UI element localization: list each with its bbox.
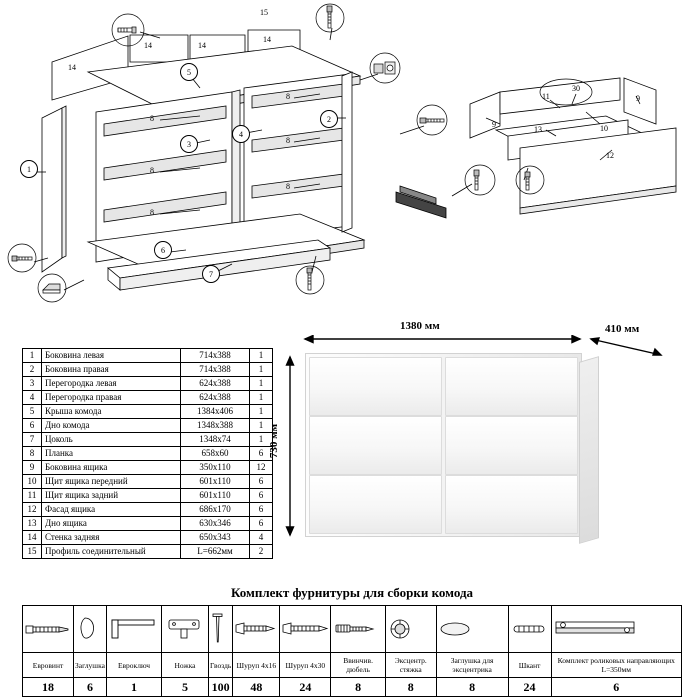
part-name: Профиль соединительный (42, 545, 181, 559)
kit-item-name: Эксцентр. стяжка (385, 653, 436, 678)
part-no: 14 (23, 531, 42, 545)
part-size: 1384х406 (181, 405, 250, 419)
table-row (23, 447, 273, 461)
callout-30: 30 (572, 84, 580, 93)
part-size: 658х60 (181, 447, 250, 461)
table-row (23, 475, 273, 489)
table-row (23, 405, 273, 419)
callout-8-c: 8 (150, 208, 154, 217)
depth-dimension-label: 410 мм (605, 323, 640, 335)
cam-lock-icon (387, 616, 435, 642)
part-no: 7 (23, 433, 42, 447)
part-no: 10 (23, 475, 42, 489)
part-no: 3 (23, 377, 42, 391)
callout-12: 12 (606, 151, 614, 160)
part-no: 5 (23, 405, 42, 419)
callout-14-b: 14 (144, 41, 152, 50)
kit-icon-cell (233, 606, 280, 653)
kit-item-count: 18 (23, 678, 74, 697)
callout-4: 4 (232, 125, 250, 143)
part-name: Боковина правая (42, 363, 181, 377)
table-row (23, 545, 273, 559)
screw-4x30-icon (281, 619, 329, 639)
kit-item-name: Евроключ (107, 653, 162, 678)
part-no: 9 (23, 461, 42, 475)
table-row (23, 503, 273, 517)
kit-item-count: 1 (107, 678, 162, 697)
table-row (23, 531, 273, 545)
part-no: 12 (23, 503, 42, 517)
kit-item-name: Евровинт (23, 653, 74, 678)
parts-table (22, 348, 273, 559)
kit-icon-cell (107, 606, 162, 653)
callout-3: 3 (180, 135, 198, 153)
kit-icon-cell (331, 606, 385, 653)
parts-table-body (23, 349, 273, 559)
table-row (23, 363, 273, 377)
kit-item-name: Шуруп 4х30 (280, 653, 331, 678)
part-size: 601х110 (181, 475, 250, 489)
hardware-kit-table (22, 605, 682, 697)
drawer-front (309, 357, 442, 416)
exploded-view-svg (0, 0, 700, 320)
drawer-front (309, 416, 442, 475)
callout-1: 1 (20, 160, 38, 178)
kit-item-count: 5 (162, 678, 209, 697)
part-qty: 1 (250, 377, 273, 391)
part-size: 714х388 (181, 363, 250, 377)
part-size: L=662мм (181, 545, 250, 559)
callout-13: 13 (534, 125, 542, 134)
kit-icon-cell (209, 606, 233, 653)
kit-names-row (23, 653, 682, 678)
part-name: Стенка задняя (42, 531, 181, 545)
drawer-front (309, 475, 442, 534)
part-qty: 6 (250, 503, 273, 517)
callout-8-f: 8 (286, 182, 290, 191)
kit-item-name: Заглушка для эксцентрика (436, 653, 508, 678)
part-qty: 6 (250, 489, 273, 503)
part-name: Перегородка левая (42, 377, 181, 391)
part-name: Щит ящика задний (42, 489, 181, 503)
part-qty: 6 (250, 475, 273, 489)
part-qty: 1 (250, 349, 273, 363)
allen-key-icon (108, 616, 160, 642)
part-name: Дно ящика (42, 517, 181, 531)
part-no: 1 (23, 349, 42, 363)
part-name: Дно комода (42, 419, 181, 433)
part-size: 350х110 (181, 461, 250, 475)
kit-item-count: 100 (209, 678, 233, 697)
part-name: Боковина ящика (42, 461, 181, 475)
part-size: 624х388 (181, 391, 250, 405)
table-row (23, 461, 273, 475)
callout-14-d: 14 (263, 35, 271, 44)
furniture-leg-icon (163, 616, 207, 642)
part-no: 8 (23, 447, 42, 461)
table-row (23, 349, 273, 363)
part-qty: 12 (250, 461, 273, 475)
table-row (23, 377, 273, 391)
euro-screw-icon (24, 619, 72, 639)
part-name: Боковина левая (42, 349, 181, 363)
kit-item-count: 8 (331, 678, 385, 697)
part-qty: 1 (250, 391, 273, 405)
part-size: 650х343 (181, 531, 250, 545)
kit-icon-cell (436, 606, 508, 653)
part-no: 6 (23, 419, 42, 433)
callout-5: 5 (180, 63, 198, 81)
part-qty: 1 (250, 419, 273, 433)
part-name: Перегородка правая (42, 391, 181, 405)
kit-icon-cell (385, 606, 436, 653)
part-no: 11 (23, 489, 42, 503)
height-dimension-label: 730 мм (268, 423, 281, 459)
drawer-front (445, 416, 578, 475)
kit-item-count: 6 (551, 678, 681, 697)
part-name: Крыша комода (42, 405, 181, 419)
dresser-side-panel (579, 356, 599, 544)
kit-icon-cell (551, 606, 681, 653)
drawer-front (445, 475, 578, 534)
kit-item-name: Ввинчив. дюбель (331, 653, 385, 678)
part-size: 1348х388 (181, 419, 250, 433)
part-size: 686х170 (181, 503, 250, 517)
part-qty: 2 (250, 545, 273, 559)
hardware-kit-section (22, 585, 682, 697)
part-size: 714х388 (181, 349, 250, 363)
part-qty: 4 (250, 531, 273, 545)
table-row (23, 391, 273, 405)
exploded-view-diagram (0, 0, 700, 320)
kit-title: Комплект фурнитуры для сборки комода (230, 585, 474, 600)
callout-11: 11 (542, 92, 550, 101)
callout-9-b: 9 (636, 94, 640, 103)
kit-item-count: 8 (385, 678, 436, 697)
dresser-photo-with-dimensions (268, 320, 680, 550)
part-size: 624х388 (181, 377, 250, 391)
dowel-screw-icon (332, 619, 383, 639)
callout-14-a: 14 (68, 63, 76, 72)
cap-plug-icon (75, 616, 105, 642)
kit-item-count: 24 (508, 678, 551, 697)
drawer-front (445, 357, 578, 416)
table-row (23, 517, 273, 531)
kit-icon-cell (74, 606, 107, 653)
part-qty: 1 (250, 405, 273, 419)
callout-6: 6 (154, 241, 172, 259)
part-name: Цоколь (42, 433, 181, 447)
kit-item-name: Комплект роликовых направляющих L=350мм (551, 653, 681, 678)
callout-8-b: 8 (150, 166, 154, 175)
kit-counts-row (23, 678, 682, 697)
kit-icon-cell (280, 606, 331, 653)
kit-item-count: 24 (280, 678, 331, 697)
wooden-dowel-icon (510, 620, 550, 638)
callout-9-a: 9 (492, 120, 496, 129)
part-qty: 1 (250, 433, 273, 447)
callout-15: 15 (260, 8, 268, 17)
kit-icon-cell (162, 606, 209, 653)
drawer-slide-icon (553, 616, 680, 642)
kit-icon-cell (508, 606, 551, 653)
callout-8-a: 8 (150, 114, 154, 123)
kit-icons-row (23, 606, 682, 653)
part-size: 630х346 (181, 517, 250, 531)
kit-item-name: Шуруп 4х16 (233, 653, 280, 678)
cam-cover-icon (438, 619, 507, 639)
screw-4x16-icon (234, 619, 278, 639)
part-qty: 1 (250, 363, 273, 377)
part-size: 601х110 (181, 489, 250, 503)
kit-item-name: Шкант (508, 653, 551, 678)
callout-10: 10 (600, 124, 608, 133)
kit-item-name: Заглушка (74, 653, 107, 678)
part-name: Щит ящика передний (42, 475, 181, 489)
callout-2: 2 (320, 110, 338, 128)
table-row (23, 489, 273, 503)
part-name: Фасад ящика (42, 503, 181, 517)
part-qty: 6 (250, 517, 273, 531)
kit-item-count: 48 (233, 678, 280, 697)
kit-item-count: 6 (74, 678, 107, 697)
callout-7: 7 (202, 265, 220, 283)
part-name: Планка (42, 447, 181, 461)
part-no: 15 (23, 545, 42, 559)
nail-icon (210, 612, 231, 646)
callout-8-d: 8 (286, 92, 290, 101)
part-no: 4 (23, 391, 42, 405)
kit-icon-cell (23, 606, 74, 653)
callout-8-e: 8 (286, 136, 290, 145)
kit-item-count: 8 (436, 678, 508, 697)
callout-14-c: 14 (198, 41, 206, 50)
table-row (23, 433, 273, 447)
part-no: 13 (23, 517, 42, 531)
part-no: 2 (23, 363, 42, 377)
dresser-image (305, 353, 582, 537)
kit-item-name: Гвоздь (209, 653, 233, 678)
part-qty: 6 (250, 447, 273, 461)
part-size: 1348х74 (181, 433, 250, 447)
kit-item-name: Ножка (162, 653, 209, 678)
width-dimension-label: 1380 мм (400, 320, 440, 332)
table-row (23, 419, 273, 433)
